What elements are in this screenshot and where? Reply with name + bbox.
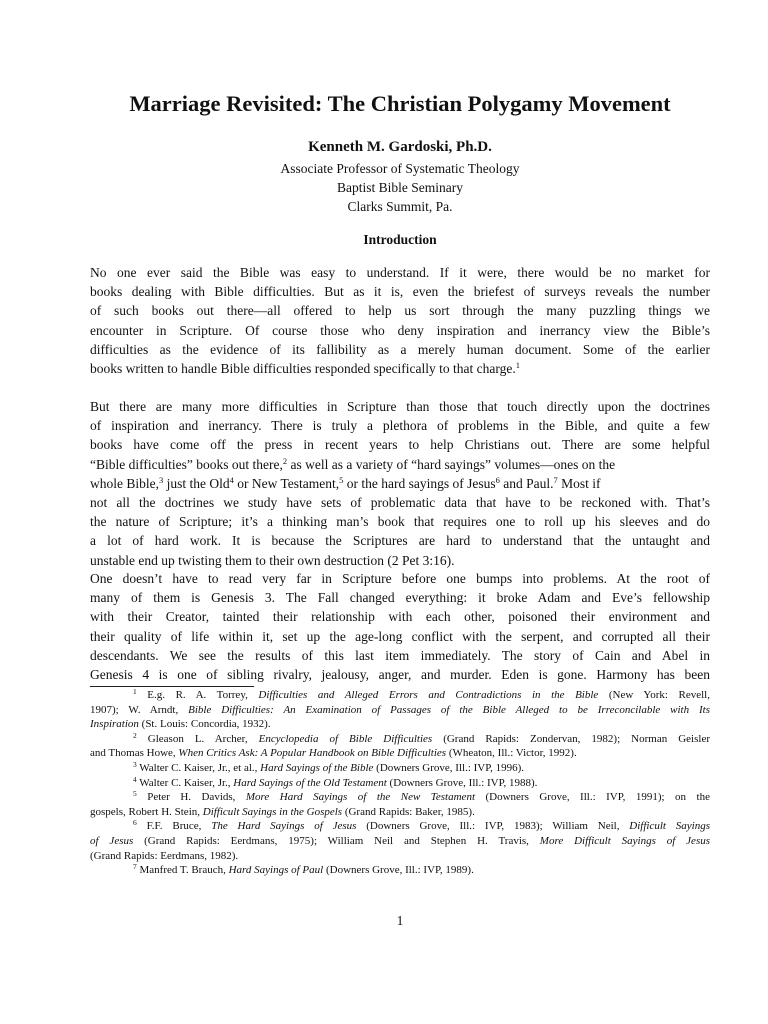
text-segment: (Wheaton, Ill.: Victor, 1992). bbox=[446, 747, 577, 760]
body-paragraph-3 bbox=[90, 569, 710, 684]
cited-title: More Hard Sayings of the New Testament bbox=[245, 791, 475, 804]
text-segment: whole Bible, bbox=[90, 475, 159, 491]
author-affiliation bbox=[90, 159, 710, 216]
text-line: books have come off the press in recent years to help Christians out. There are some helpful bbox=[90, 437, 710, 453]
footnote-5 bbox=[90, 790, 710, 805]
text-segment: (Downers Grove, Ill.: IVP, 1991); on the bbox=[475, 791, 710, 804]
footnote-1-continued bbox=[90, 703, 710, 718]
text-line: encounter in Scripture. Of course those who deny inspiration and inerrancy view the Bible’s bbox=[90, 322, 710, 338]
text-segment: Walter C. Kaiser, Jr., bbox=[136, 776, 234, 789]
text-line bbox=[90, 455, 710, 474]
footnote-mark: 7 bbox=[133, 862, 137, 872]
footnote-mark: 3 bbox=[133, 759, 137, 769]
text-line: with their Creator, tainted their relationship with each other, poisoned their environment and bbox=[90, 609, 710, 625]
cited-title: More Difficult Sayings of Jesus bbox=[539, 834, 710, 847]
paper-title: Marriage Revisited: The Christian Polygamy Movement bbox=[129, 91, 671, 116]
footnote-2 bbox=[90, 732, 710, 747]
footnote-separator bbox=[90, 686, 254, 687]
text-line: the nature of Scripture; it’s a thinking man’s book that requires one to roll up his sleeves and do bbox=[90, 514, 710, 530]
cited-title: When Critics Ask: A Popular Handbook on Bible Difficulties bbox=[178, 747, 447, 760]
cited-title: Difficult Sayings in the Gospels bbox=[202, 805, 343, 818]
footnote-ref-2[interactable]: 2 bbox=[282, 455, 288, 466]
body-paragraph-1 bbox=[90, 263, 710, 378]
affiliation-line: Associate Professor of Systematic Theology bbox=[280, 161, 520, 176]
body-paragraph-2 bbox=[90, 397, 710, 570]
text-line: descendants. We see the results of this last item immediately. The story of Cain and Abel in bbox=[90, 647, 710, 663]
text-segment: Most if bbox=[557, 475, 601, 491]
footnote-6 bbox=[90, 819, 710, 834]
text-line: unstable end up twisting them to their own destruction (2 Pet 3:16). bbox=[90, 552, 455, 568]
text-segment: F.F. Bruce, bbox=[136, 820, 212, 833]
footnote-ref-3[interactable]: 3 bbox=[159, 474, 164, 485]
cited-title: Difficult Sayings bbox=[629, 820, 711, 833]
section-heading-introduction: Introduction bbox=[363, 232, 437, 247]
footnote-6-continued bbox=[90, 834, 710, 849]
text-segment: (Grand Rapids: Zondervan, 1982); Norman Geisler bbox=[432, 732, 710, 745]
text-segment: or New Testament, bbox=[233, 475, 340, 491]
footnote-6-continued bbox=[90, 849, 710, 864]
text-segment: (New York: Revell, bbox=[598, 689, 710, 701]
text-segment: 1907); W. Arndt, bbox=[90, 703, 189, 716]
footnote-ref-5[interactable]: 5 bbox=[339, 474, 344, 485]
cited-title: Encyclopedia of Bible Difficulties bbox=[258, 732, 433, 745]
footnote-2-continued bbox=[90, 746, 710, 761]
footnote-ref-6[interactable]: 6 bbox=[495, 474, 500, 485]
text-line bbox=[90, 474, 710, 493]
text-line: not all the doctrines we study have sets of problematic data that have to be reckoned with. That’s bbox=[90, 494, 710, 510]
footnote-mark: 4 bbox=[133, 774, 137, 784]
author-name: Kenneth M. Gardoski, Ph.D. bbox=[308, 139, 492, 155]
text-line: But there are many more difficulties in Scripture than those that touch directly upon the doctrines bbox=[90, 399, 710, 414]
footnote-7 bbox=[90, 863, 710, 878]
text-segment: as well as a variety of “hard sayings” volumes—ones on the bbox=[287, 456, 616, 472]
text-line: difficulties as the evidence of its fallibility as a merely human document. Some of the earlier bbox=[90, 341, 710, 357]
text-line: Genesis 4 is one of sibling rivalry, jealousy, anger, and murder. Eden is gone. Harmony has been bbox=[90, 666, 710, 682]
text-segment: (St. Louis: Concordia, 1932). bbox=[138, 718, 271, 731]
text-segment: gospels, Robert H. Stein, bbox=[90, 805, 203, 818]
text-line: books dealing with Bible difficulties. But as it is, even the briefest of surveys reveals the number bbox=[90, 284, 710, 300]
text-line: their quality of life within it, set up the age-long conflict with the serpent, and corrupted all their bbox=[90, 628, 710, 644]
cited-title: Inspiration bbox=[90, 718, 139, 731]
cited-title: Difficulties and Alleged Errors and Contradictions in the Bible bbox=[258, 689, 599, 701]
text-segment: “Bible difficulties” books out there, bbox=[90, 456, 283, 472]
cited-title: Hard Sayings of the Old Testament bbox=[233, 776, 387, 789]
footnote-5-continued bbox=[90, 805, 710, 820]
text-segment: just the Old bbox=[163, 475, 230, 491]
text-segment: (Downers Grove, Ill.: IVP, 1989). bbox=[323, 864, 474, 877]
text-line: a lot of hard work. It is because the Scriptures are hard to understand that the untaught and bbox=[90, 533, 710, 549]
text-segment: (Grand Rapids: Eerdmans, 1975); William Neil and Stephen H. Travis, bbox=[133, 834, 540, 847]
footnote-1-continued bbox=[90, 717, 710, 732]
footnote-ref-4[interactable]: 4 bbox=[229, 474, 234, 485]
text-segment: (Downers Grove, Ill.: IVP, 1996). bbox=[373, 761, 525, 774]
footnote-1 bbox=[90, 688, 710, 703]
footnote-mark: 1 bbox=[133, 687, 137, 696]
text-segment: Walter C. Kaiser, Jr., et al., bbox=[136, 761, 261, 774]
text-segment: and Thomas Howe, bbox=[90, 747, 179, 760]
footnote-mark: 2 bbox=[133, 730, 137, 740]
text-segment: Peter H. Davids, bbox=[136, 791, 246, 804]
footnote-ref-7[interactable]: 7 bbox=[553, 474, 558, 485]
text-line: many of them is Genesis 3. The Fall changed everything: it broke Adam and Eve’s fellowship bbox=[90, 590, 710, 606]
footnote-mark: 6 bbox=[133, 818, 137, 828]
cited-title: Bible Difficulties: An Examination of Passages of the Bible Alleged to be Irreconcilable with Its bbox=[188, 703, 710, 716]
footnote-3 bbox=[90, 761, 710, 776]
text-segment: (Downers Grove, Ill.: IVP, 1983); William Neil, bbox=[356, 820, 630, 833]
cited-title: The Hard Sayings of Jesus bbox=[211, 820, 357, 833]
text-segment: books written to handle Bible difficulties responded specifically to that charge. bbox=[90, 360, 516, 376]
text-segment: E.g. R. A. Torrey, bbox=[136, 689, 259, 701]
footnote-mark: 5 bbox=[133, 789, 137, 799]
text-line: of inspiration and inerrancy. There is truly a plethora of problems in the Bible, and quite a few bbox=[90, 418, 710, 434]
text-segment: (Grand Rapids: Baker, 1985). bbox=[342, 805, 475, 818]
affiliation-line: Baptist Bible Seminary bbox=[337, 180, 463, 195]
text-line: No one ever said the Bible was easy to understand. If it were, there would be no market for bbox=[90, 265, 710, 280]
text-line bbox=[90, 359, 710, 378]
cited-title: Hard Sayings of Paul bbox=[228, 864, 324, 877]
cited-title: Hard Sayings of the Bible bbox=[260, 761, 374, 774]
cited-title: of Jesus bbox=[90, 834, 134, 847]
text-segment: or the hard sayings of Jesus bbox=[343, 475, 496, 491]
text-segment: Gleason L. Archer, bbox=[136, 732, 259, 745]
footnote-4 bbox=[90, 776, 710, 791]
text-segment: (Grand Rapids: Eerdmans, 1982). bbox=[90, 849, 239, 862]
footnotes bbox=[90, 688, 710, 878]
text-line: of such books out there—all offered to help us sort through the many puzzling things we bbox=[90, 303, 710, 319]
text-segment: (Downers Grove, Ill.: IVP, 1988). bbox=[386, 776, 538, 789]
text-line: One doesn’t have to read very far in Scripture before one bumps into problems. At the root of bbox=[90, 571, 710, 586]
footnote-ref-1[interactable]: 1 bbox=[515, 359, 521, 370]
affiliation-line: Clarks Summit, Pa. bbox=[347, 199, 453, 214]
page-number: 1 bbox=[396, 913, 404, 928]
text-segment: Manfred T. Brauch, bbox=[136, 864, 229, 877]
text-segment: and Paul. bbox=[499, 475, 554, 491]
